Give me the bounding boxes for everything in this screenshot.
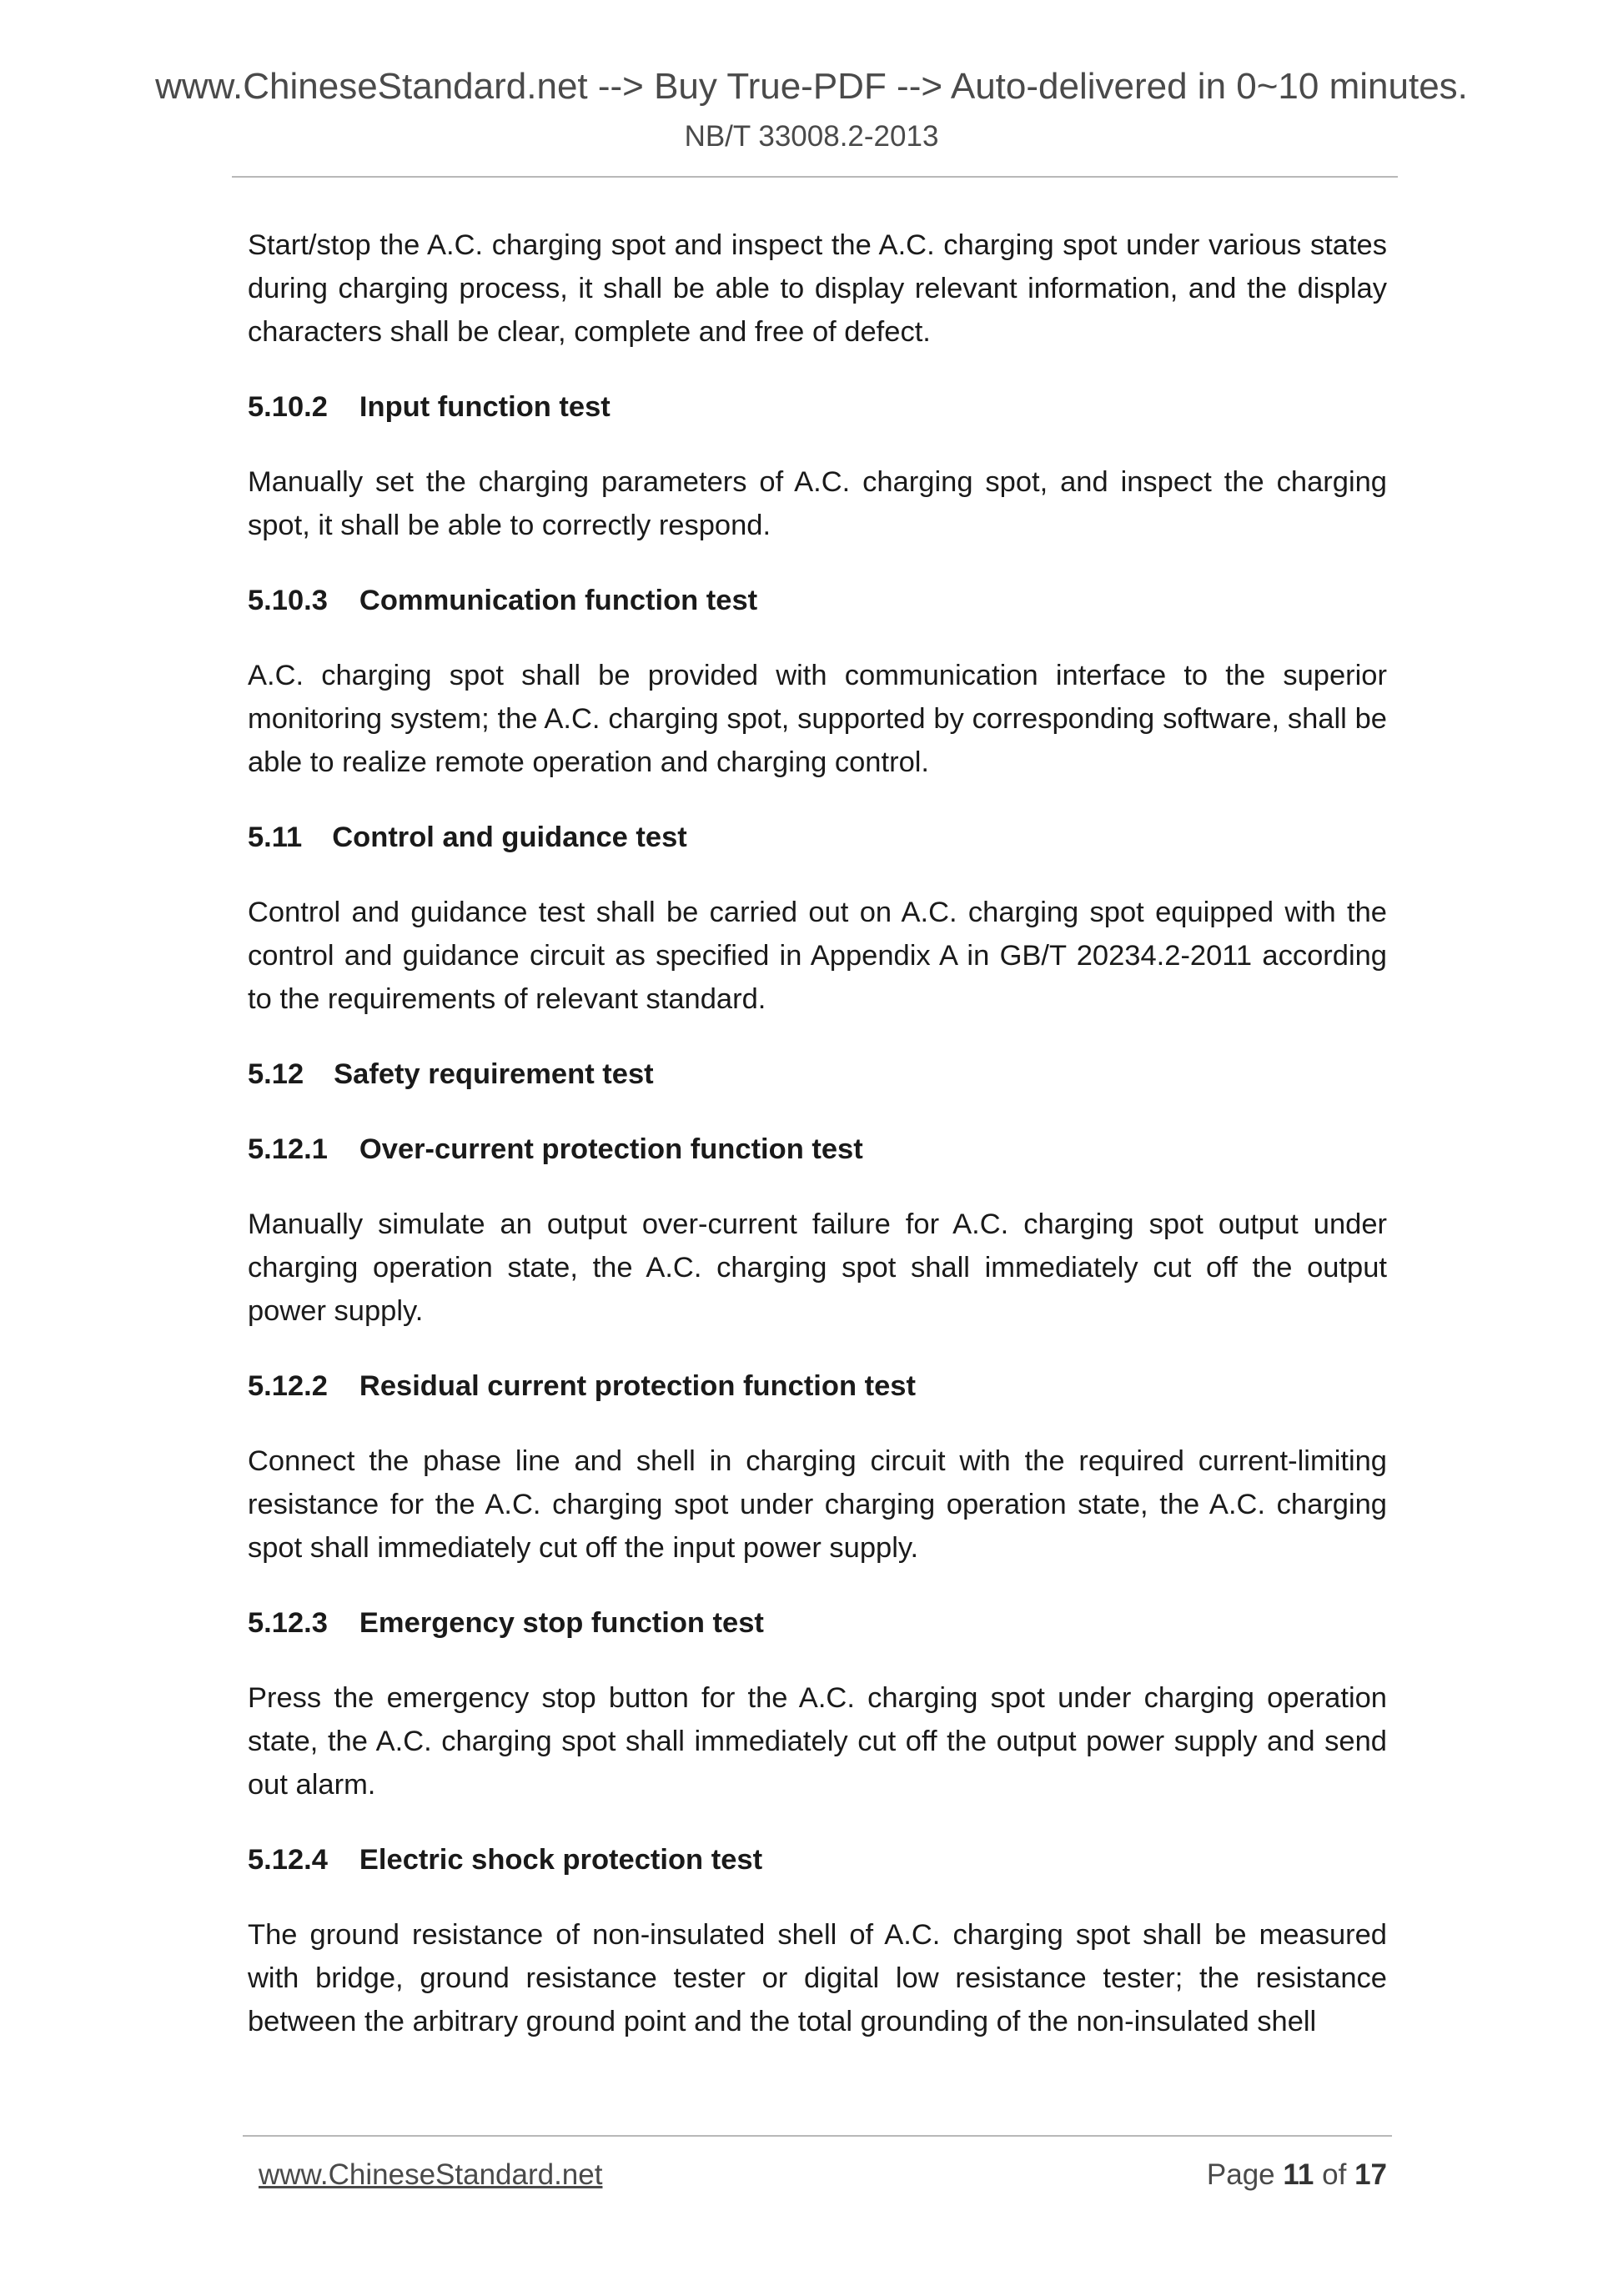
section-number: 5.11 bbox=[248, 821, 303, 853]
section-title: Safety requirement test bbox=[334, 1058, 654, 1090]
section-title: Input function test bbox=[359, 391, 611, 423]
section-heading-5-12-1 bbox=[248, 1128, 1387, 1171]
paragraph-residual-current: Connect the phase line and shell in charging circuit with the required current-limiting resistance for the A.C. charging spot under charging operation state, the A.C. charging spot shall immediately cut off the input power supply. bbox=[248, 1445, 1387, 1564]
header-divider bbox=[232, 176, 1398, 178]
section-title: Communication function test bbox=[359, 585, 758, 616]
paragraph-communication-function: A.C. charging spot shall be provided with communication interface to the superior monitoring system; the A.C. charging spot, supported by corresponding software, shall be able to realize remote operation and charging control. bbox=[248, 660, 1387, 778]
section-heading-5-12-3 bbox=[248, 1601, 1387, 1645]
paragraph-over-current: Manually simulate an output over-current failure for A.C. charging spot output under charging operation state, the A.C. charging spot shall immediately cut off the output power supply. bbox=[248, 1208, 1387, 1327]
paragraph-electric-shock: The ground resistance of non-insulated shell of A.C. charging spot shall be measured with bridge, ground resistance tester or digital low resistance tester; the resistance between the arbitrary ground point and the total grounding of the non-insulated shell bbox=[248, 1919, 1387, 2037]
section-heading-5-12-2 bbox=[248, 1364, 1387, 1408]
paragraph-display-test: Start/stop the A.C. charging spot and inspect the A.C. charging spot under various states during charging process, it shall be able to display relevant information, and the display characters shall be clear, complete and free of defect. bbox=[248, 229, 1387, 348]
page-current: 11 bbox=[1283, 2158, 1314, 2191]
page-indicator bbox=[1207, 2157, 1387, 2193]
paragraph-emergency-stop: Press the emergency stop button for the A.C. charging spot under charging operation state, the A.C. charging spot shall immediately cut off the output power supply and send out alarm. bbox=[248, 1682, 1387, 1801]
footer-divider bbox=[243, 2135, 1392, 2137]
section-number: 5.12.3 bbox=[248, 1607, 328, 1639]
section-title: Control and guidance test bbox=[332, 821, 687, 853]
section-number: 5.12.1 bbox=[248, 1133, 328, 1165]
section-number: 5.10.3 bbox=[248, 585, 328, 616]
section-heading-5-11 bbox=[248, 816, 1387, 859]
page-of: of bbox=[1322, 2158, 1347, 2191]
document-body bbox=[248, 224, 1387, 2075]
section-heading-5-10-3 bbox=[248, 579, 1387, 622]
section-number: 5.12.2 bbox=[248, 1370, 328, 1402]
section-heading-5-10-2 bbox=[248, 385, 1387, 429]
site-banner[interactable]: www.ChineseStandard.net --> Buy True-PDF --> Auto-delivered in 0~10 minutes. bbox=[155, 66, 1468, 107]
footer-site-link[interactable]: www.ChineseStandard.net bbox=[259, 2158, 603, 2191]
section-heading-5-12-4 bbox=[248, 1838, 1387, 1882]
section-title: Over-current protection function test bbox=[359, 1133, 863, 1165]
section-number: 5.10.2 bbox=[248, 391, 328, 423]
section-number: 5.12.4 bbox=[248, 1844, 328, 1876]
section-heading-5-12 bbox=[248, 1053, 1387, 1096]
page-label: Page bbox=[1206, 2158, 1275, 2191]
standard-code: NB/T 33008.2-2013 bbox=[684, 120, 939, 153]
section-number: 5.12 bbox=[248, 1058, 304, 1090]
section-title: Electric shock protection test bbox=[359, 1844, 763, 1876]
paragraph-input-function: Manually set the charging parameters of A.C. charging spot, and inspect the charging spot, it shall be able to correctly respond. bbox=[248, 466, 1387, 541]
paragraph-control-guidance: Control and guidance test shall be carried out on A.C. charging spot equipped with the control and guidance circuit as specified in Appendix A in GB/T 20234.2-2011 according to the requirements of relevant standard. bbox=[248, 897, 1387, 1015]
section-title: Emergency stop function test bbox=[359, 1607, 764, 1639]
page-total: 17 bbox=[1354, 2158, 1387, 2191]
section-title: Residual current protection function test bbox=[359, 1370, 916, 1402]
